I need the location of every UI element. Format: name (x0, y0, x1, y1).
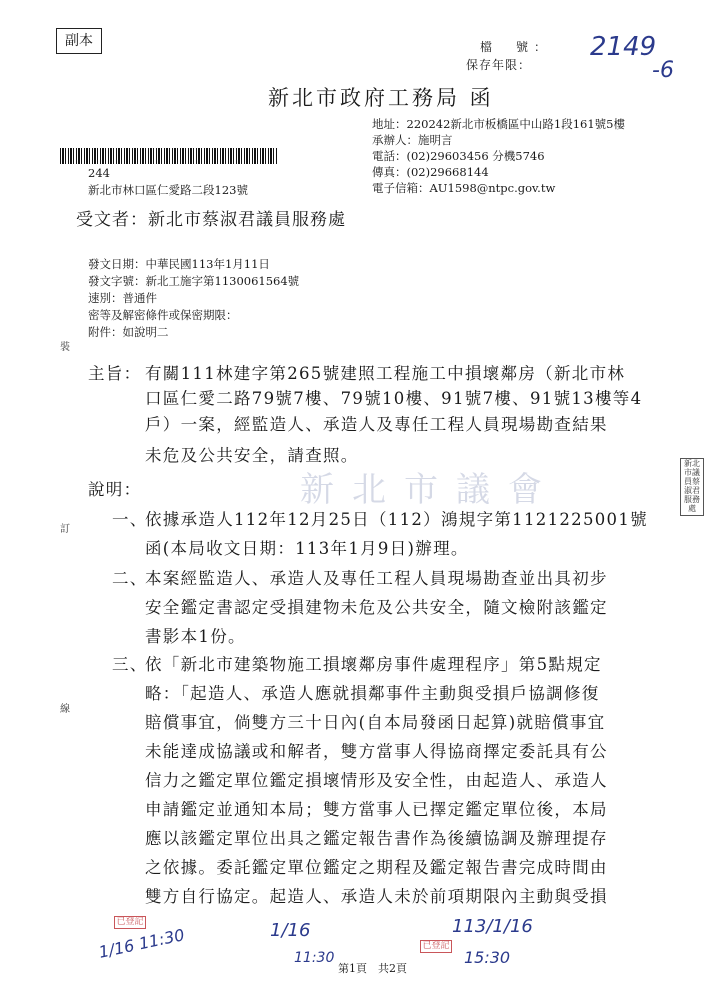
item-line: 依「新北市建築物施工損壞鄰房事件處理程序」第5點規定 (145, 655, 602, 674)
barcode (60, 148, 278, 164)
item-line: 賠償事宜，倘雙方三十日內(自本局發函日起算)就賠償事宜 (145, 713, 606, 732)
binding-mark-1: 裝 (60, 342, 70, 353)
handwritten-date-2: 113/1/16 (452, 916, 533, 937)
item-marker: 二、 (112, 569, 148, 588)
binding-mark-3: 線 (60, 704, 70, 715)
item-marker: 一、 (112, 510, 148, 529)
item-line: 申請鑑定並通知本局；雙方當事人已擇定鑑定單位後，本局 (145, 800, 608, 819)
handwritten-time: 11:30 (294, 950, 335, 966)
handwritten-mark: -6 (652, 58, 674, 83)
subject-line: 戶）一案，經監造人、承造人及專任工程人員現場勘查結果 (145, 415, 608, 434)
handwritten-time-2: 15:30 (464, 948, 511, 967)
item-line: 安全鑑定書認定受損建物未危及公共安全，隨文檢附該鑑定 (145, 598, 608, 617)
recipient-address: 新北市林口區仁愛路二段123號 (88, 183, 248, 197)
secrecy-level: 密等及解密條件或保密期限： (88, 308, 238, 322)
retention-period-label: 保存年限： (466, 58, 532, 72)
copy-label: 副本 (56, 28, 102, 54)
recipient-postcode: 244 (88, 166, 110, 180)
item-line: 本案經監造人、承造人及專任工程人員現場勘查並出具初步 (145, 569, 608, 588)
document-number: 發文字號：新北工施字第1130061564號 (88, 274, 300, 288)
delivery-speed: 速別：普通件 (88, 291, 157, 305)
office-side-stamp: 新北市議員蔡淑君服務處 (680, 458, 704, 516)
sender-address: 地址：220242新北市板橋區中山路1段161號5樓 (372, 117, 625, 131)
sender-phone: 電話：(02)29603456 分機5746 (372, 149, 545, 163)
attachment: 附件：如說明二 (88, 325, 169, 339)
subject-label: 主旨： (88, 364, 142, 383)
handwritten-file-number: 2149 (590, 32, 657, 62)
handwritten-date: 1/16 (270, 920, 311, 941)
subject-line: 有關111林建字第265號建照工程施工中損壞鄰房（新北市林 (145, 364, 626, 383)
item-line: 信力之鑑定單位鑑定損壞情形及安全性，由起造人、承造人 (145, 771, 608, 790)
item-line: 應以該鑑定單位出具之鑑定報告書作為後續協調及辦理提存 (145, 829, 608, 848)
item-line: 未能達成協議或和解者，雙方當事人得協商擇定委託具有公 (145, 742, 608, 761)
item-line: 函(本局收文日期：113年1月9日)辦理。 (145, 539, 469, 558)
page-footer: 第1頁 共2頁 (338, 962, 407, 975)
item-marker: 三、 (112, 655, 148, 674)
explanation-label: 說明： (88, 480, 142, 499)
issue-date: 發文日期：中華民國113年1月11日 (88, 257, 270, 271)
received-stamp: 已登記 (114, 916, 146, 929)
subject-line: 未危及公共安全，請查照。 (145, 446, 359, 465)
item-line: 略：「起造人、承造人應就損鄰事件主動與受損戶協調修復 (145, 684, 600, 703)
item-line: 依據承造人112年12月25日（112）鴻規字第1121225001號 (145, 510, 648, 529)
sender-email: 電子信箱：AU1598@ntpc.gov.tw (372, 181, 556, 195)
file-number-label: 檔 號： (480, 40, 553, 54)
item-line: 雙方自行協定。起造人、承造人未於前項期限內主動與受損 (145, 887, 608, 906)
recipient: 受文者：新北市蔡淑君議員服務處 (76, 210, 346, 230)
document-title: 新北市政府工務局 函 (268, 86, 494, 110)
item-line: 書影本1份。 (145, 627, 246, 646)
subject-line: 口區仁愛二路79號7樓、79號10樓、91號7樓、91號13樓等4 (145, 389, 643, 408)
faded-council-stamp: 新北市議會 (300, 470, 560, 510)
sender-handler: 承辦人：施明言 (372, 133, 453, 147)
received-stamp-2: 已登記 (420, 940, 452, 953)
item-line: 之依據。委託鑑定單位鑑定之期程及鑑定報告書完成時間由 (145, 858, 608, 877)
binding-mark-2: 訂 (60, 524, 70, 535)
handwritten-receipt-note: 1/16 11:30 (96, 925, 187, 962)
sender-fax: 傳真：(02)29668144 (372, 165, 489, 179)
